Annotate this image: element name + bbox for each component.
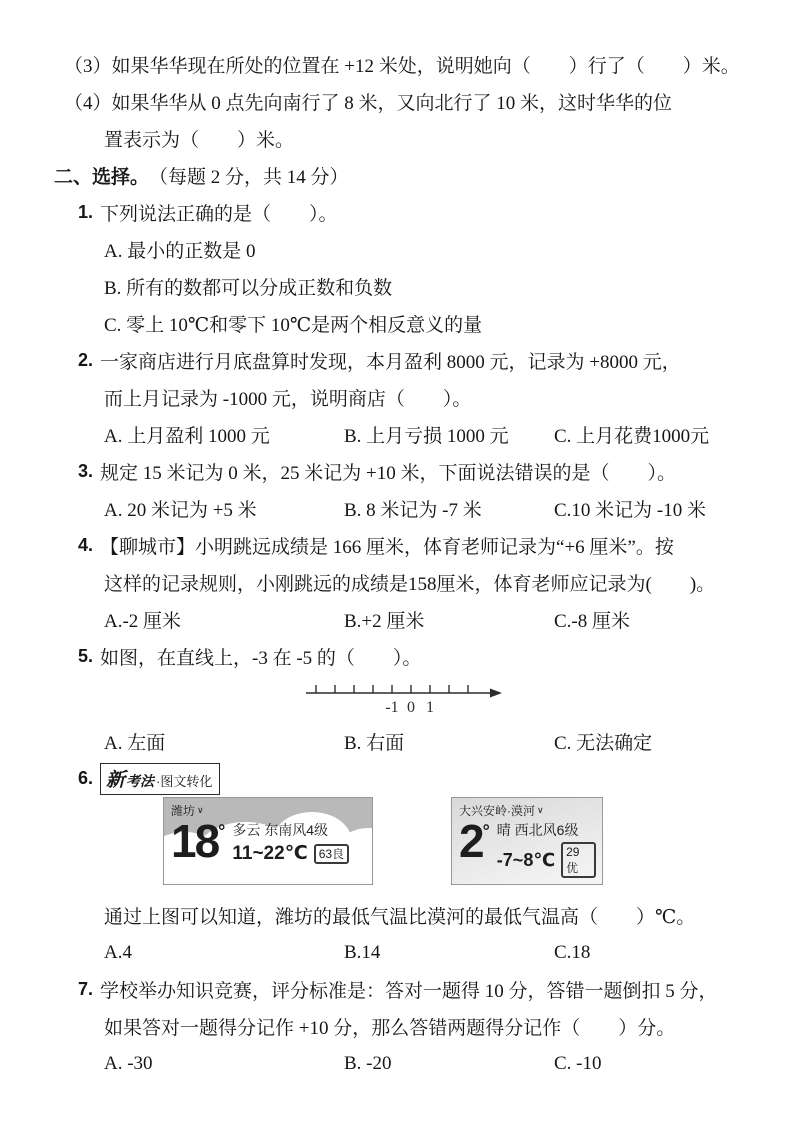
question-7-line1: 7. 学校举办知识竞赛，评分标准是：答对一题得 10 分，答错一题倒扣 5 分， [78, 979, 718, 1002]
temperature-range: 11~22℃ [232, 843, 308, 864]
question-5-options [64, 723, 765, 760]
question-2-line2: 而上月记录为 -1000 元，说明商店（ ）。 [104, 389, 472, 410]
question-7-options [64, 1045, 765, 1082]
question-6-header [64, 760, 765, 797]
question-4-option-c: C.-8 厘米 [554, 611, 631, 632]
question-7-option-b: B. -20 [344, 1052, 392, 1074]
question-4-option-b: B.+2 厘米 [344, 611, 425, 632]
question-4-option-a: A.-2 厘米 [104, 611, 182, 632]
question-3-stem: 3. 规定 15 米记为 0 米，25 米记为 +10 米，下面说法错误的是（ ）。 [78, 461, 676, 484]
fill-question-4-body: 如果华华从 0 点先向南行了 8 米，又向北行了 10 米，这时华华的位 [111, 93, 673, 114]
question-2-line1: 2. 一家商店进行月底盘算时发现，本月盈利 8000 元，记录为 +8000 元， [78, 350, 681, 373]
question-7-option-c: C. -10 [554, 1052, 602, 1074]
weather-card-weifang [163, 797, 373, 885]
question-7-option-a: A. -30 [104, 1052, 153, 1074]
degree-symbol: ° [218, 821, 226, 841]
question-4-number: 4. [78, 535, 94, 555]
question-1-option-c: C. 零上 10℃和零下 10℃是两个相反意义的量 [104, 315, 483, 336]
fill-question-3-text: （3） [64, 56, 112, 77]
question-6-option-b: B.14 [344, 941, 381, 963]
question-5-option-a: A. 左面 [104, 733, 166, 754]
fill-question-3 [64, 46, 765, 83]
weather-cards [64, 797, 765, 897]
weather-main [171, 815, 366, 880]
section-2-title: 二、选择。 [54, 167, 150, 188]
question-4-options [64, 601, 765, 638]
question-2-number: 2. [78, 350, 94, 370]
question-5-option-b: B. 右面 [344, 733, 405, 754]
question-3-option-a: A. 20 米记为 +5 米 [104, 500, 257, 521]
question-1-number: 1. [78, 202, 94, 222]
weather-detail [497, 820, 596, 878]
question-5-stem: 5. 如图，在直线上，-3 在 -5 的（ ）。 [78, 646, 422, 669]
degree-symbol: ° [482, 821, 490, 841]
fill-question-3-body: 如果华华现在所处的位置在 +12 米处，说明她向（ ）行了（ ）米。 [111, 56, 740, 77]
question-1-option-b: B. 所有的数都可以分成正数和负数 [104, 278, 393, 299]
question-3-number: 3. [78, 461, 94, 481]
question-3-option-c: C.10 米记为 -10 米 [554, 500, 707, 521]
question-3-option-b: B. 8 米记为 -7 米 [344, 500, 482, 521]
question-6-options [64, 934, 765, 971]
fill-question-4-line2: 置表示为（ ）米。 [104, 130, 295, 151]
section-2-note: （每题 2 分，共 14 分） [149, 167, 349, 188]
question-5-number: 5. [78, 646, 94, 666]
question-7-number: 7. [78, 979, 94, 999]
aqi-badge: 63良 [314, 844, 349, 864]
weather-card-mohe [451, 797, 603, 885]
temperature-value: 18 [171, 815, 219, 867]
question-6-followup: 通过上图可以知道，潍坊的最低气温比漠河的最低气温高（ ）℃。 [104, 907, 696, 928]
weather-main [459, 815, 596, 880]
section-2-header [54, 157, 765, 194]
question-6-option-c: C.18 [554, 941, 591, 963]
range-line [497, 842, 596, 878]
fill-question-4-num: （4） [64, 93, 112, 114]
weather-condition: 多云 东南风4级 [232, 822, 329, 838]
question-6-number: 6. [78, 768, 94, 788]
number-line-figure [304, 677, 504, 721]
question-6-option-a: A.4 [104, 941, 132, 963]
number-line-label-1: 1 [426, 699, 434, 716]
question-2-options [64, 416, 765, 453]
question-5-figure [64, 675, 765, 723]
number-line-label-0: 0 [407, 699, 415, 716]
new-method-badge: 新 考法 ·图文转化 [100, 763, 220, 795]
question-2-option-a: A. 上月盈利 1000 元 [104, 426, 270, 447]
weather-card-content [164, 798, 372, 884]
chevron-down-icon: ∨ [537, 805, 544, 815]
aqi-badge: 29优 [561, 842, 596, 878]
question-3-options [64, 490, 765, 527]
weather-condition: 晴 西北风6级 [496, 822, 579, 838]
city-name: 潍坊 [171, 804, 196, 818]
chevron-down-icon: ∨ [197, 805, 204, 815]
weather-detail [232, 820, 349, 865]
question-4-line2: 这样的记录规则，小刚跳远的成绩是158厘米，体育老师应记录为( )。 [104, 574, 716, 595]
question-5-option-c: C. 无法确定 [554, 733, 653, 754]
question-1-stem: 1. 下列说法正确的是（ ）。 [78, 202, 338, 225]
question-2-option-c: C. 上月花费1000元 [554, 426, 710, 447]
range-line [232, 842, 349, 865]
fill-question-4-line1 [64, 83, 765, 120]
question-7-line2: 如果答对一题得分记作 +10 分，那么答错两题得分记作（ ）分。 [104, 1018, 676, 1039]
temperature-range: -7~8℃ [496, 849, 556, 870]
question-2-option-b: B. 上月亏损 1000 元 [344, 426, 509, 447]
weather-card-content [452, 798, 602, 884]
question-4-line1: 4. 【聊城市】小明跳远成绩是 166 厘米，体育老师记录为“+6 厘米”。按 [78, 535, 674, 558]
city-name: 大兴安岭·漠河 [459, 804, 535, 818]
question-1-option-a: A. 最小的正数是 0 [104, 241, 256, 262]
number-line-label-neg1: -1 [385, 699, 399, 716]
temperature-value: 2 [459, 815, 483, 867]
